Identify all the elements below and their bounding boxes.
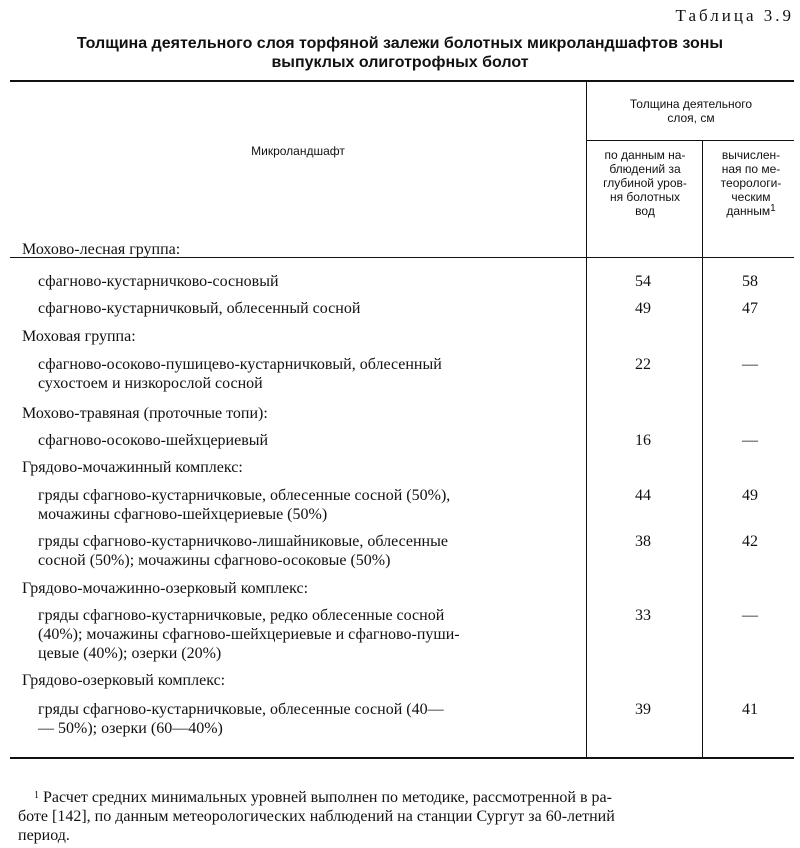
group-heading: Грядово-озерковый комплекс: — [22, 672, 226, 689]
header-thickness — [588, 97, 794, 125]
microlandscape-text: сфагново-осоково-пушицево-кустарничковый, облесенный — [38, 356, 442, 373]
group-heading: Грядово-мочажинно-озерковый комплекс: — [22, 580, 309, 597]
microlandscape-text: сфагново-осоково-шейхцериевый — [38, 432, 269, 449]
column-divider-1 — [586, 81, 587, 757]
top-rule — [10, 80, 794, 82]
group-heading: Моховая группа: — [22, 328, 136, 345]
header-computed-last: данным — [726, 204, 771, 218]
microlandscape-text: мочажины сфагново-шейхцериевые (50%) — [38, 506, 328, 523]
table-label: Таблица 3.9 — [675, 6, 794, 25]
header-computed — [704, 148, 798, 218]
observed-thickness-value: 22 — [635, 356, 651, 373]
observed-thickness-value: 49 — [635, 300, 651, 317]
footnote-line-2: боте [142], по данным метеорологических наблюдений на станции Сургут за 60-летний — [18, 808, 615, 825]
microlandscape-text: гряды сфагново-кустарничковые, облесенные сосной (40— — [38, 701, 444, 718]
header-observed-line: по данным на- — [604, 148, 686, 162]
footnote — [18, 788, 788, 845]
header-observed-line: блюдений за — [609, 162, 681, 176]
microlandscape-text: сфагново-кустарничковый, облесенный сосной — [38, 300, 361, 317]
computed-thickness-value: 47 — [742, 300, 758, 317]
microlandscape-text: гряды сфагново-кустарничковые, облесенные сосной (50%), — [38, 487, 451, 504]
observed-thickness-value: 44 — [635, 487, 651, 504]
microlandscape-text: — 50%); озерки (60—40%) — [38, 720, 223, 737]
header-observed-line: глубиной уров- — [603, 176, 687, 190]
table-title-line-2: выпуклых олиготрофных болот — [271, 54, 529, 71]
computed-thickness-value: — — [742, 432, 758, 449]
header-computed-line: вычислен- — [721, 148, 781, 162]
header-observed-line: ня болотных — [609, 190, 681, 204]
computed-thickness-value: 42 — [742, 533, 758, 550]
footnote-line-3: период. — [18, 827, 70, 844]
computed-thickness-value: 49 — [742, 487, 758, 504]
header-computed-line: теорологи- — [720, 176, 782, 190]
computed-thickness-value: — — [742, 356, 758, 373]
subheader-rule — [586, 140, 794, 141]
observed-thickness-value: 16 — [635, 432, 651, 449]
footnote-line-1 — [18, 788, 788, 807]
header-computed-line — [704, 204, 798, 218]
microlandscape-text: (40%); мочажины сфагново-шейхцериевые и сфагново-пуши- — [38, 626, 460, 643]
header-thickness-line: Толщина деятельного — [629, 97, 753, 111]
header-computed-line: ческим — [731, 190, 771, 204]
header-observed-line: вод — [635, 204, 655, 218]
microlandscape-text: сухостоем и низкорослой сосной — [38, 375, 263, 392]
group-heading: Грядово-мочажинный комплекс: — [22, 459, 243, 476]
microlandscape-text: цевые (40%); озерки (20%) — [38, 645, 222, 662]
computed-thickness-value: — — [742, 607, 758, 624]
header-footnote-mark: 1 — [770, 203, 776, 214]
header-computed-line: ная по ме- — [721, 162, 781, 176]
computed-thickness-value: 58 — [742, 273, 758, 290]
header-microlandscape: Микроландшафт — [251, 144, 345, 158]
microlandscape-text: сфагново-кустарничково-сосновый — [38, 273, 279, 290]
observed-thickness-value: 38 — [635, 533, 651, 550]
header-thickness-line: слоя, см — [667, 111, 715, 125]
table-title — [30, 34, 770, 72]
observed-thickness-value: 54 — [635, 273, 651, 290]
table-title-line-1: Толщина деятельного слоя торфяной залежи болотных микроландшафтов зоны — [76, 35, 724, 52]
bottom-rule — [10, 757, 794, 759]
microlandscape-text: гряды сфагново-кустарничково-лишайниковые, облесенные — [38, 533, 448, 550]
microlandscape-text: гряды сфагново-кустарничковые, редко облесенные сосной — [38, 607, 445, 624]
microlandscape-text: сосной (50%); мочажины сфагново-осоковые (50%) — [38, 552, 391, 569]
observed-thickness-value: 33 — [635, 607, 651, 624]
footnote-text-1: Расчет средних минимальных уровней выполнен по методике, рассмотренной в ра- — [43, 789, 612, 806]
group-heading: Мохово-травяная (проточные топи): — [22, 405, 268, 422]
footnote-mark: 1 — [34, 790, 39, 801]
header-observed — [590, 148, 700, 218]
computed-thickness-value: 41 — [742, 701, 758, 718]
observed-thickness-value: 39 — [635, 701, 651, 718]
group-heading: Мохово-лесная группа: — [22, 241, 181, 258]
